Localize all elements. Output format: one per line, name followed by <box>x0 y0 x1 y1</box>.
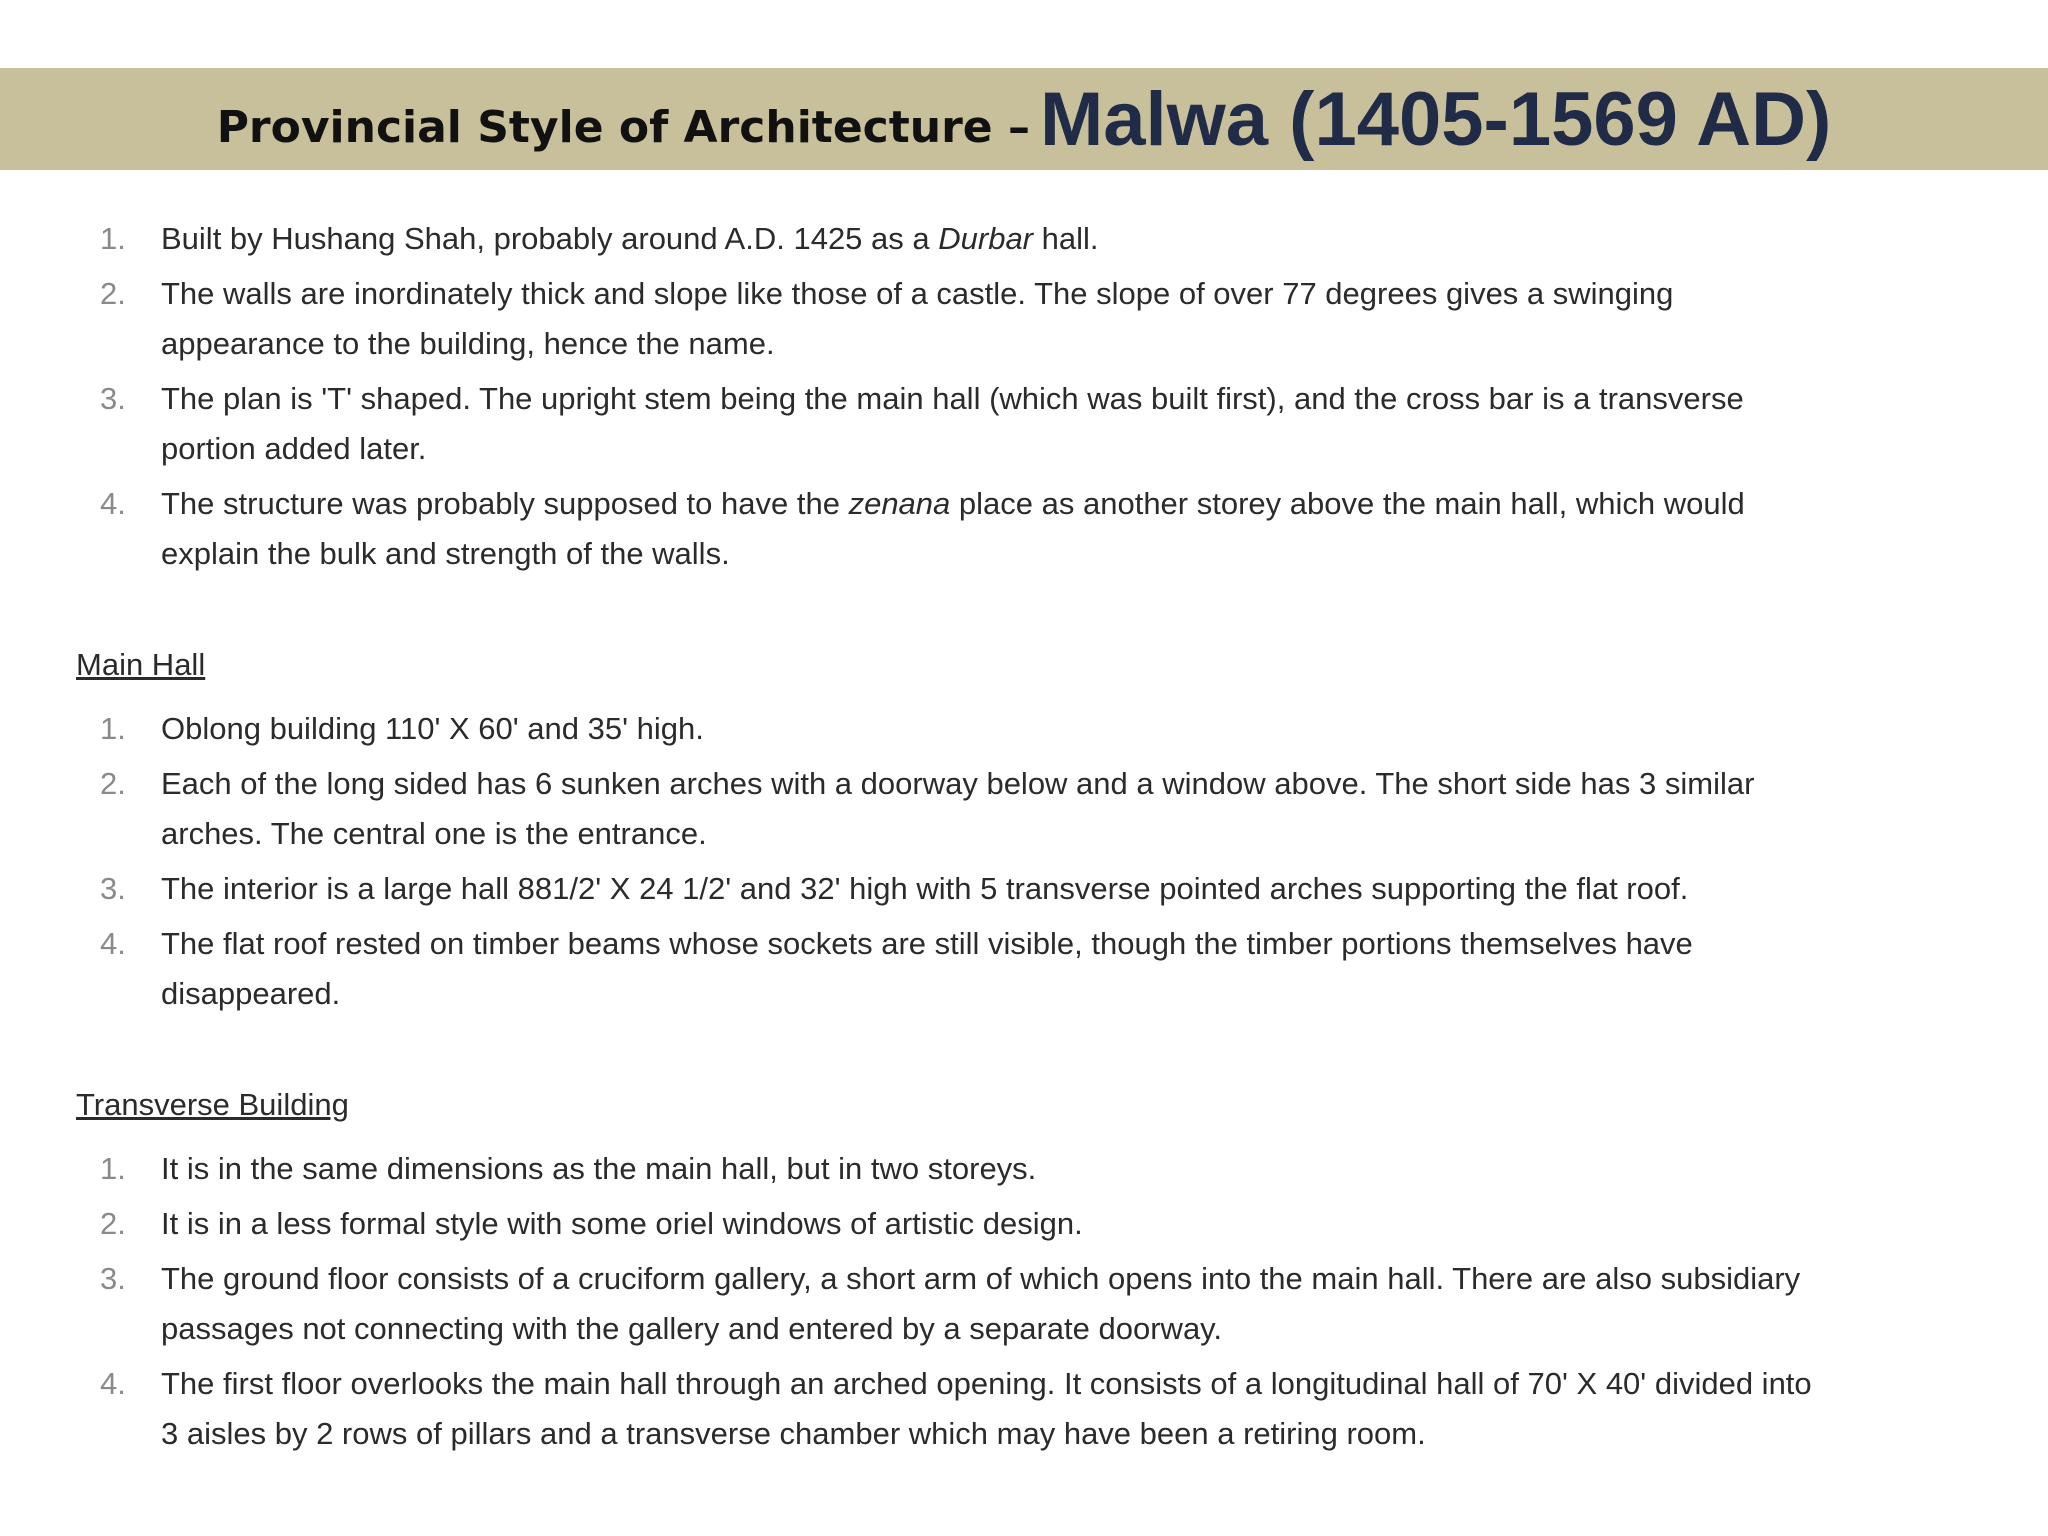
list-item <box>76 479 1836 579</box>
section-heading-transverse-building: Transverse Building <box>76 1087 349 1122</box>
list-item <box>76 1144 1836 1194</box>
list-item <box>76 269 1836 369</box>
item-text: hall. <box>1033 221 1099 256</box>
list-number: 3. <box>100 871 126 906</box>
section-heading-main-hall: Main Hall <box>76 647 206 682</box>
list-number: 1. <box>100 711 126 746</box>
list-number: 1. <box>100 221 126 256</box>
list-number: 4. <box>100 926 126 961</box>
list-number: 3. <box>100 381 126 416</box>
list-item <box>76 1254 1836 1354</box>
item-emphasis: Durbar <box>938 221 1034 256</box>
item-text: It is in the same dimensions as the main hall, but in two storeys. <box>161 1151 1037 1186</box>
item-text: Each of the long sided has 6 sunken arches with a doorway below and a window above. The short side has 3 similar arches. The central one is the entrance. <box>161 766 1755 851</box>
list-number: 1. <box>100 1151 126 1186</box>
item-emphasis: zenana <box>848 486 951 521</box>
list-item <box>76 864 1836 914</box>
list-number: 2. <box>100 1206 126 1241</box>
list-number: 3. <box>100 1261 126 1296</box>
list-item <box>76 704 1836 754</box>
transverse-list <box>76 1144 1836 1459</box>
slide-content <box>76 214 1836 1464</box>
list-number: 2. <box>100 766 126 801</box>
item-text: Oblong building 110' X 60' and 35' high. <box>161 711 704 746</box>
list-item <box>76 919 1836 1019</box>
list-number: 4. <box>100 1366 126 1401</box>
list-number: 4. <box>100 486 126 521</box>
item-text: place as another storey above the main hall, which would explain the bulk and strength of the walls. <box>161 486 1745 571</box>
list-item <box>76 374 1836 474</box>
list-number: 2. <box>100 276 126 311</box>
item-text: It is in a less formal style with some oriel windows of artistic design. <box>161 1206 1083 1241</box>
item-text: The first floor overlooks the main hall through an arched opening. It consists of a longitudinal hall of 70' X 40' divided into 3 aisles by 2 rows of pillars and a transverse chamber which may have been a retiring room. <box>161 1366 1812 1451</box>
item-text: Built by Hushang Shah, probably around A.D. 1425 as a <box>161 221 939 256</box>
list-item <box>76 1359 1836 1459</box>
item-text: The plan is 'T' shaped. The upright stem being the main hall (which was built first), and the cross bar is a transverse portion added later. <box>161 381 1744 466</box>
item-text: The structure was probably supposed to have the <box>161 486 849 521</box>
slide-title <box>0 68 2048 170</box>
item-text: The interior is a large hall 881/2' X 24 1/2' and 32' high with 5 transverse pointed arches supporting the flat roof. <box>161 871 1689 906</box>
item-text: The walls are inordinately thick and slope like those of a castle. The slope of over 77 degrees gives a swinging appearance to the building, hence the name. <box>161 276 1674 361</box>
list-item <box>76 214 1836 264</box>
main-hall-list <box>76 704 1836 1019</box>
title-prefix: Provincial Style of Architecture – <box>216 101 1030 153</box>
intro-list <box>76 214 1836 579</box>
title-main: Malwa (1405-1569 AD) <box>1039 76 1832 162</box>
list-item <box>76 1199 1836 1249</box>
item-text: The flat roof rested on timber beams whose sockets are still visible, though the timber portions themselves have disappeared. <box>161 926 1693 1011</box>
item-text: The ground floor consists of a cruciform gallery, a short arm of which opens into the main hall. There are also subsidiary passages not connecting with the gallery and entered by a separate doorway. <box>161 1261 1801 1346</box>
list-item <box>76 759 1836 859</box>
